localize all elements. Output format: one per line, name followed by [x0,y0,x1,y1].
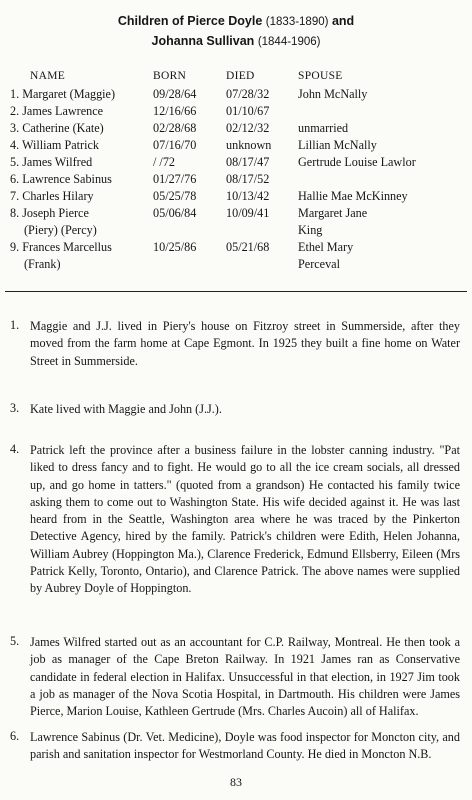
note-text: Lawrence Sabinus (Dr. Vet. Medicine), Doyle was food inspector for Moncton city, and parish and sanitation inspector for Westmorland County. He died in Moncton N.B. [30,730,460,762]
cell-name: 2. James Lawrence [10,104,104,118]
header-died: DIED [226,70,255,82]
cell-died: 08/17/52 [226,172,270,186]
cell-died: 07/28/32 [226,87,270,101]
cell-died: 10/13/42 [226,189,270,203]
table-row [10,240,460,257]
table-row [10,121,460,138]
table-row [10,138,460,155]
cell-died: 05/21/68 [226,240,270,254]
note-text: James Wilfred started out as an accountant for C.P. Railway, Montreal. He then took a job as manager of the Cape Breton Railway. In 1921 James ran as Conservative candidate in federal election in Halifax. Unsuccessful in that election, in 1927 Jim took a job as manager of the Nova Scotia Hospital, in Dartmouth. His children were James Pierce, Marion Louise, Kathleen Gertrude (Mrs. Charles Aucoin) all of Halifax. [30,635,460,719]
title-line-1 [0,12,472,32]
cell-name: (Piery) (Percy) [24,223,97,237]
cell-name: 4. William Patrick [10,138,99,152]
table-row-continuation [10,257,460,274]
header-name: NAME [30,70,66,82]
cell-born: 10/25/86 [153,240,197,254]
table-row [10,206,460,223]
note-number: 3. [10,401,20,415]
cell-name: 5. James Wilfred [10,155,93,169]
table-row [10,104,460,121]
title-mother-name: Johanna Sullivan [151,34,255,48]
note-text: Maggie and J.J. lived in Piery's house on Fitzroy street in Summerside, after they moved from the farm home at Cape Egmont. In 1925 they built a fine home on Water Street in Summerside. [30,319,460,368]
page-number: 83 [230,775,242,789]
cell-died: unknown [226,138,272,152]
note-number: 1. [10,318,20,332]
cell-name: 7. Charles Hilary [10,189,94,203]
table-row [10,155,460,172]
cell-spouse: Ethel Mary [298,240,354,254]
cell-name: (Frank) [24,257,61,271]
cell-born: 12/16/66 [153,104,197,118]
page-title [0,12,472,52]
table-row-continuation [10,223,460,240]
cell-spouse: Hallie Mae McKinney [298,189,408,203]
title-line-2 [0,32,472,52]
cell-born: 05/06/84 [153,206,197,220]
table-row [10,87,460,104]
cell-died: 08/17/47 [226,155,270,169]
cell-name: 6. Lawrence Sabinus [10,172,112,186]
cell-spouse: Lillian McNally [298,138,377,152]
note-number: 5. [10,634,20,648]
cell-died: 01/10/67 [226,104,270,118]
cell-name: 3. Catherine (Kate) [10,121,104,135]
cell-spouse: unmarried [298,121,349,135]
cell-born: 02/28/68 [153,121,197,135]
cell-born: 01/27/76 [153,172,197,186]
table-row [10,172,460,189]
title-father-dates: (1833-1890) [265,16,329,28]
cell-name: 9. Frances Marcellus [10,240,112,254]
title-mother-dates: (1844-1906) [257,36,321,48]
cell-born: / /72 [153,155,176,169]
cell-name: 1. Margaret (Maggie) [10,87,116,101]
note-number: 4. [10,442,20,456]
section-divider [5,291,467,292]
header-born: BORN [153,70,187,82]
cell-died: 02/12/32 [226,121,270,135]
cell-spouse: John McNally [298,87,368,101]
table-header [10,70,460,87]
cell-born: 09/28/64 [153,87,197,101]
table-row [10,189,460,206]
cell-spouse: Perceval [298,257,340,271]
cell-born: 07/16/70 [153,138,197,152]
cell-spouse: Gertrude Louise Lawlor [298,155,416,169]
cell-spouse: Margaret Jane [298,206,368,220]
cell-spouse: King [298,223,323,237]
cell-name: 8. Joseph Pierce [10,206,89,220]
cell-died: 10/09/41 [226,206,270,220]
title-and: and [331,14,355,28]
title-father-name: Children of Pierce Doyle [117,14,263,28]
note-text: Kate lived with Maggie and John (J.J.). [30,402,222,416]
children-table [10,70,460,274]
note-number: 6. [10,729,20,743]
header-spouse: SPOUSE [298,70,343,82]
cell-born: 05/25/78 [153,189,197,203]
note-text: Patrick left the province after a business failure in the lobster canning industry. "Pat liked to dress fancy and to fight. He would go to all the ice cream socials, all dressed up, and go home in tatters." (quoted from a grandson) He contacted his family twice asking them to come out to Washington State. His wife decided against it. He was last heard from in the Seattle, Washington area where he was traced by the Pinkerton Detective Agency, hired by the family. Patrick's children were Edith, Helen Johanna, William Aubrey (Hoppington Ma.), Clarence Frederick, Edmund Ellsberry, Eileen (Mrs Patrick Kelly, Toronto, Ontario), and Clarence Patrick. The above names were supplied by Aubrey Doyle of Hoppington. [30,443,460,596]
